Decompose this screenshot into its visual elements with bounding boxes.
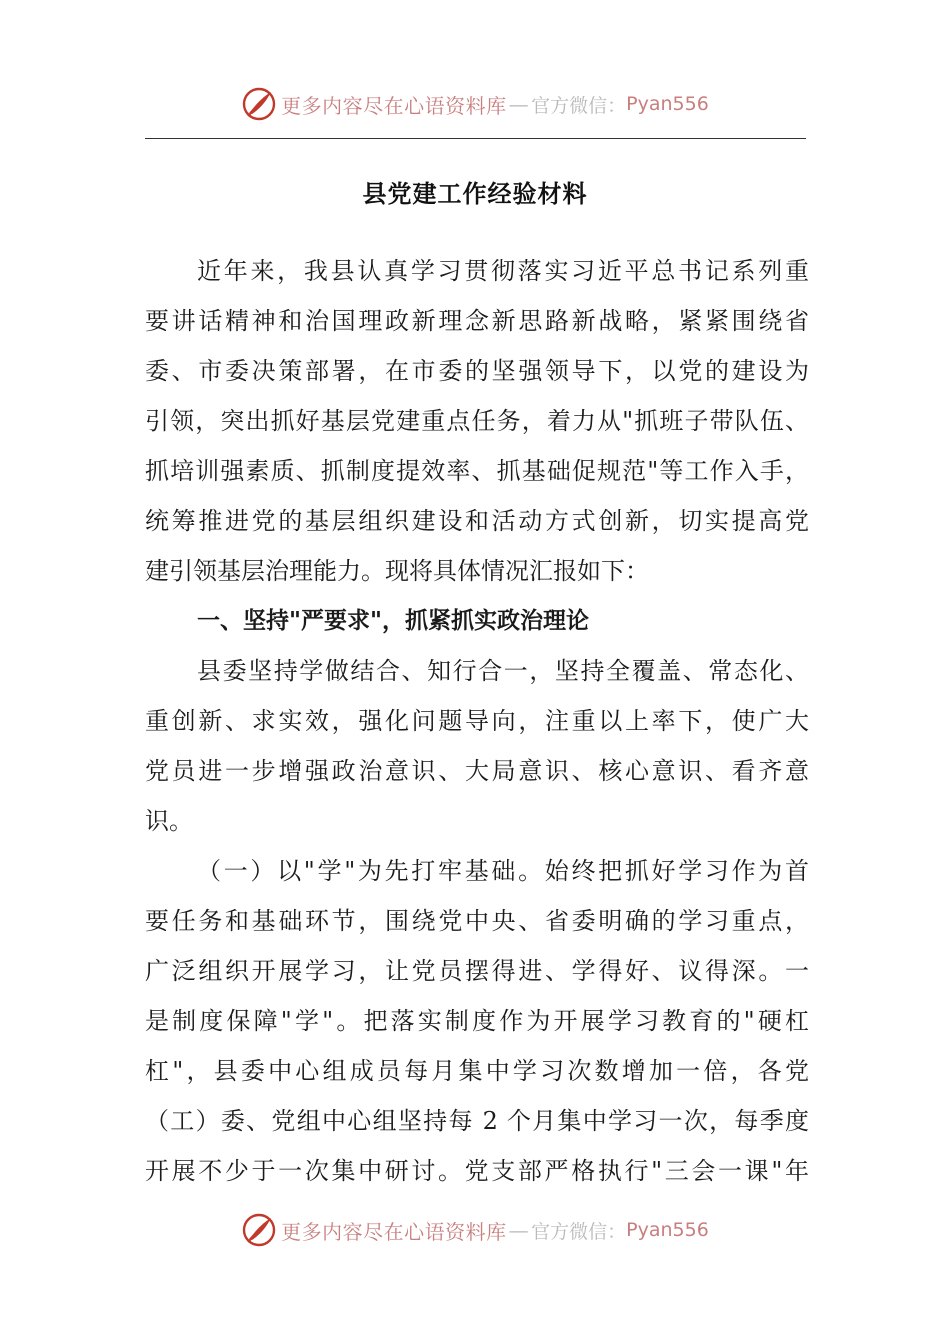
document-body — [145, 246, 809, 1196]
watermark-separator: — — [508, 92, 530, 116]
footer-watermark — [0, 1210, 950, 1250]
quill-logo-icon — [241, 86, 277, 122]
paragraph-line: 要讲话精神和治国理政新理念新思路新战略，紧紧围绕省 — [145, 307, 809, 335]
paragraph-line: 开展不少于一次集中研讨。党支部严格执行"三会一课"年 — [145, 1157, 809, 1185]
header-watermark — [0, 84, 950, 124]
paragraph-line: 重创新、求实效，强化问题导向，注重以上率下，使广大 — [145, 707, 809, 735]
paragraph-line: 统筹推进党的基层组织建设和活动方式创新，切实提高党 — [145, 507, 809, 535]
header-divider — [145, 138, 806, 139]
paragraph-line: 建引领基层治理能力。现将具体情况汇报如下： — [145, 557, 649, 585]
watermark-contact-id: Pyan556 — [626, 1219, 709, 1241]
paragraph-line: （一）以"学"为先打牢基础。始终把抓好学习作为首 — [197, 857, 809, 885]
paragraph-line: 杠"，县委中心组成员每月集中学习次数增加一倍，各党 — [145, 1057, 809, 1085]
document-title: 县党建工作经验材料 — [362, 179, 588, 208]
paragraph-line: 广泛组织开展学习，让党员摆得进、学得好、议得深。一 — [145, 957, 809, 985]
paragraph-line: 是制度保障"学"。把落实制度作为开展学习教育的"硬杠 — [145, 1007, 809, 1035]
section-heading: 一、坚持"严要求"，抓紧抓实政治理论 — [197, 608, 589, 634]
paragraph-line: 近年来，我县认真学习贯彻落实习近平总书记系列重 — [197, 257, 809, 285]
watermark-site-text: 更多内容尽在心语资料库 — [281, 93, 507, 118]
paragraph-line: 县委坚持学做结合、知行合一，坚持全覆盖、常态化、 — [197, 657, 809, 685]
watermark-site-text: 更多内容尽在心语资料库 — [281, 1219, 507, 1244]
watermark-contact-label: 官方微信： — [531, 1220, 627, 1243]
watermark-contact-id: Pyan556 — [626, 93, 709, 115]
paragraph-line: 识。 — [145, 807, 193, 835]
paragraph-line: 党员进一步增强政治意识、大局意识、核心意识、看齐意 — [145, 757, 809, 785]
paragraph-line: 抓培训强素质、抓制度提效率、抓基础促规范"等工作入手， — [145, 457, 809, 485]
paragraph-line: （工）委、党组中心组坚持每 2 个月集中学习一次，每季度 — [145, 1107, 809, 1135]
quill-logo-icon — [241, 1212, 277, 1248]
paragraph-line: 要任务和基础环节，围绕党中央、省委明确的学习重点， — [145, 907, 809, 935]
watermark-contact-label: 官方微信： — [531, 94, 627, 117]
watermark-separator: — — [508, 1218, 530, 1242]
paragraph-line: 引领，突出抓好基层党建重点任务，着力从"抓班子带队伍、 — [145, 407, 809, 435]
paragraph-line: 委、市委决策部署，在市委的坚强领导下，以党的建设为 — [145, 357, 809, 385]
